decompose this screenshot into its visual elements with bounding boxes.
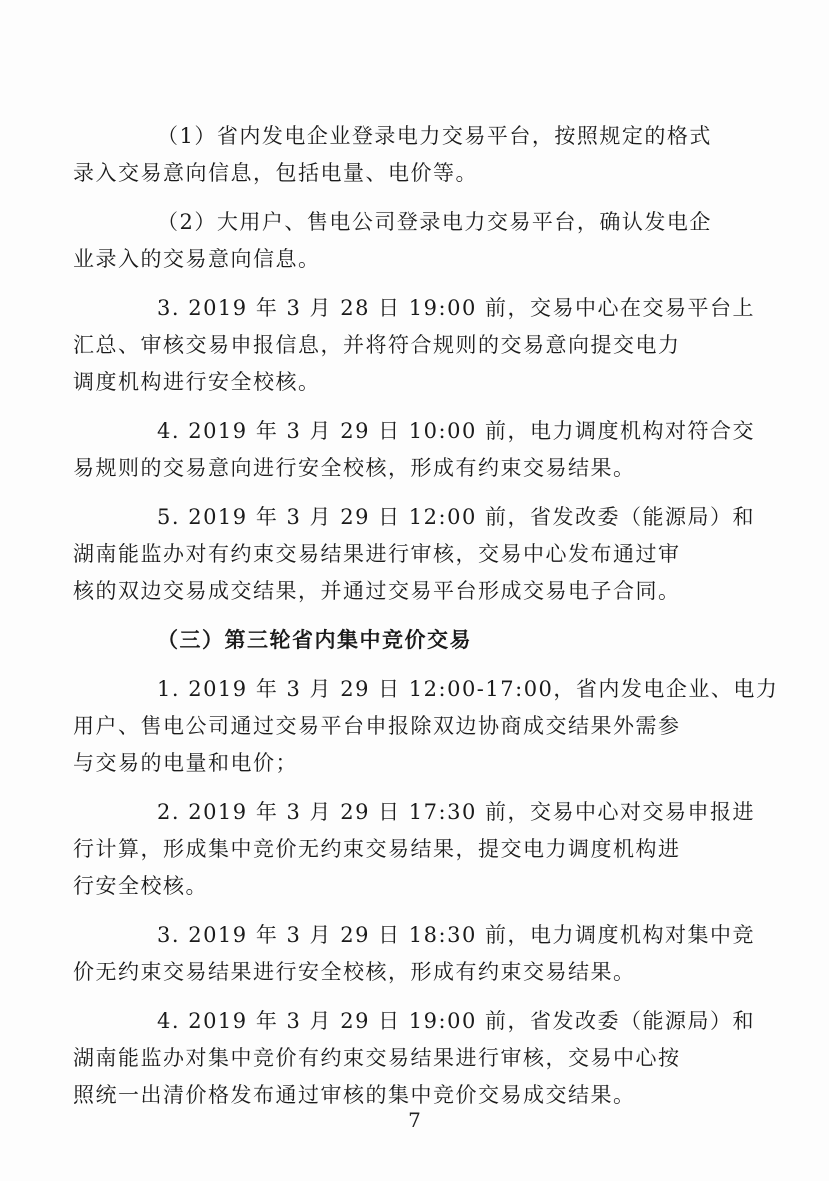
paragraph-line: 湖南能监办对有约束交易结果进行审核，交易中心发布通过审	[73, 542, 681, 566]
section-heading: （三）第三轮省内集中竞价交易	[157, 628, 472, 652]
paragraph-1	[73, 118, 715, 192]
paragraph-line: 业录入的交易意向信息。	[73, 247, 321, 271]
paragraph-9	[73, 1003, 755, 1114]
paragraph-line: 3. 2019 年 3 月 28 日 19:00 前，交易中心在交易平台上	[157, 296, 755, 320]
paragraph-line: 湖南能监办对集中竞价有约束交易结果进行审核，交易中心按	[73, 1046, 681, 1070]
paragraph-line: 调度机构进行安全校核。	[73, 370, 321, 394]
paragraph-line: 4. 2019 年 3 月 29 日 19:00 前，省发改委（能源局）和	[157, 1009, 755, 1033]
paragraph-5	[73, 499, 755, 610]
document-body	[73, 118, 779, 1126]
paragraph-line: 1. 2019 年 3 月 29 日 12:00-17:00，省内发电企业、电力	[157, 677, 779, 701]
paragraph-line: 4. 2019 年 3 月 29 日 10:00 前，电力调度机构对符合交	[157, 419, 755, 443]
paragraph-line: 核的双边交易成交结果，并通过交易平台形成交易电子合同。	[73, 579, 681, 603]
paragraph-line: 与交易的电量和电价；	[73, 751, 298, 775]
paragraph-line: 行安全校核。	[73, 874, 208, 898]
paragraph-8	[73, 917, 755, 991]
paragraph-line: 汇总、审核交易申报信息，并将符合规则的交易意向提交电力	[73, 333, 681, 357]
paragraph-line: 录入交易意向信息，包括电量、电价等。	[73, 161, 478, 185]
paragraph-6	[73, 671, 779, 782]
paragraph-line: （1）省内发电企业登录电力交易平台，按照规定的格式	[157, 124, 712, 148]
page-number: 7	[408, 1108, 421, 1132]
paragraph-line: 价无约束交易结果进行安全校核，形成有约束交易结果。	[73, 960, 636, 984]
paragraph-line: 行计算，形成集中竞价无约束交易结果，提交电力调度机构进	[73, 837, 681, 861]
paragraph-3	[73, 290, 755, 401]
paragraph-2	[73, 204, 715, 278]
paragraph-line: 2. 2019 年 3 月 29 日 17:30 前，交易中心对交易申报进	[157, 800, 755, 824]
paragraph-line: 用户、售电公司通过交易平台申报除双边协商成交结果外需参	[73, 714, 681, 738]
paragraph-7	[73, 794, 755, 905]
paragraph-4	[73, 413, 755, 487]
paragraph-line: 3. 2019 年 3 月 29 日 18:30 前，电力调度机构对集中竞	[157, 923, 755, 947]
paragraph-line: 5. 2019 年 3 月 29 日 12:00 前，省发改委（能源局）和	[157, 505, 755, 529]
paragraph-line: （2）大用户、售电公司登录电力交易平台，确认发电企	[157, 210, 712, 234]
paragraph-line: 易规则的交易意向进行安全校核，形成有约束交易结果。	[73, 456, 636, 480]
paragraph-line: 照统一出清价格发布通过审核的集中竞价交易成交结果。	[73, 1083, 636, 1107]
